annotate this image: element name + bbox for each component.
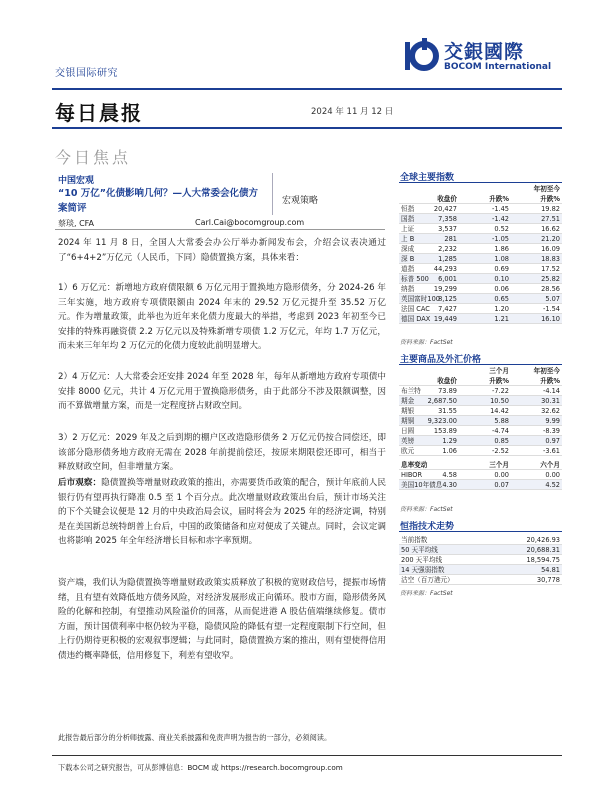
commodity-row (399, 396, 562, 406)
index-change: 0.06 (494, 285, 509, 293)
index-change: 1.86 (494, 245, 509, 253)
index-ytd: 16.62 (541, 225, 560, 233)
tech-indicator-value: 30,778 (536, 576, 560, 584)
section-heading: 今日焦点 (55, 148, 132, 167)
index-row (399, 254, 562, 264)
commodity-ytd: 0.97 (545, 437, 560, 445)
rate-name: 美国10年债息 (401, 481, 443, 489)
index-row (399, 244, 562, 254)
commodity-close: 1.29 (442, 437, 457, 445)
indices-col-ytd-top: 年初至今 (533, 185, 560, 193)
paragraph-4-body: 隐债置换等增量财政政策的推出，亦需要货币政策的配合，预计年底前人民银行仍有望再执行降准 0.5 至 1 个百分点。此次增量财政政策出台后，预计市场关注的下个关键会议便是 12 月的中央政治局会议，届时将会为 2025 年的经济定调，特别是在美国新总统特朗普上台后，中国的政策储备和应对便成了关键点。同时，会议定调也将影响 2025 年全年经济增长目标和赤字率预期。 (58, 478, 386, 546)
brand-subtitle: 交银国际研究 (55, 68, 118, 79)
tech-indicator-name: 沽空（百万港元） (401, 576, 454, 584)
index-name: 标普 500 (401, 275, 429, 283)
indices-col-ytd: 升跌% (540, 195, 560, 203)
index-ytd: 17.52 (541, 265, 560, 273)
commodity-close: 153.89 (433, 427, 457, 435)
index-name: 德国 DAX (401, 315, 431, 323)
indices-source: 资料来源：FactSet (400, 339, 453, 346)
commodity-name: 期铜 (401, 417, 415, 425)
tech-heading: 恒指技术走势 (399, 519, 562, 532)
index-close: 20,427 (433, 205, 457, 213)
commodity-name: 英镑 (401, 437, 415, 445)
index-name: 法国 CAC (401, 305, 430, 313)
index-close: 3,537 (438, 225, 457, 233)
tech-indicator-name: 50 天平均线 (401, 546, 438, 554)
commodity-row (399, 386, 562, 396)
index-change: 1.08 (494, 255, 509, 263)
index-change: 1.20 (494, 305, 509, 313)
rate-row (399, 470, 562, 480)
article-tag: 宏观策略 (282, 196, 319, 206)
commodity-ytd: 9.99 (545, 417, 560, 425)
index-name: 上证 (401, 225, 415, 233)
tech-indicator-value: 20,688.31 (526, 546, 560, 554)
index-close: 19,449 (433, 315, 457, 323)
commodity-name: 欧元 (401, 447, 415, 455)
index-change: -1.05 (491, 235, 509, 243)
index-ytd: 21.20 (541, 235, 560, 243)
commodities-col-3m: 升跌% (489, 377, 509, 385)
index-close: 1,285 (438, 255, 457, 263)
report-date: 2024 年 11 月 12 日 (311, 107, 394, 117)
tech-indicator-value: 54.81 (541, 566, 560, 574)
commodity-name: 布兰特 (401, 387, 421, 395)
commodity-ytd: -8.39 (542, 427, 560, 435)
paragraph-4-lead: 后市观察： (58, 478, 102, 488)
index-row (399, 284, 562, 294)
indices-col-chg: 升跌% (489, 195, 509, 203)
rates-col-6m: 六个月 (540, 461, 560, 469)
index-ytd: 27.51 (541, 215, 560, 223)
index-name: 纳指 (401, 285, 415, 293)
index-change: 0.65 (494, 295, 509, 303)
tech-row (399, 565, 562, 575)
index-name: 英国富时100 (401, 295, 440, 303)
commodities-col-ytd: 升跌% (540, 377, 560, 385)
index-close: 19,299 (433, 285, 457, 293)
commodity-name: 日圆 (401, 427, 415, 435)
index-name: 道指 (401, 265, 415, 273)
commodity-name: 期银 (401, 407, 415, 415)
tech-indicator-name: 当前指数 (401, 536, 428, 544)
index-close: 44,293 (433, 265, 457, 273)
rate-name: HIBOR (401, 471, 423, 479)
commodity-row (399, 436, 562, 446)
rate-change-3m: 0.00 (494, 471, 509, 479)
article-paragraph-5: 资产端，我们认为隐债置换等增量财政政策实质释放了积极的宽财政信号，提振市场情绪，且有望有效降低地方债务风险，对经济发展形成正向循环。股市方面，隐形债务风险的化解和控制，有望推动风险溢价的回落，从而促进港 A 股估值端继续修复。债市方面，预计国债利率中枢仍较为平稳，隐债风险的降低有望一定程度限制下行空间，但上行仍期待更积极的宏观叙事逻辑；与此同时，隐债置换方案的推出，则有望使得信用债违约概率降低，信用修复下，利差有望收窄。 (58, 578, 386, 661)
tech-row (399, 535, 562, 545)
page-title: 每日晨报 (55, 101, 143, 125)
footer-rule (52, 755, 562, 756)
tech-row (399, 575, 562, 585)
footer-download[interactable]: 下载本公司之研究报告，可从彭博信息：BOCM 或 https://research.bocomgroup.com (58, 763, 343, 772)
commodity-name: 期金 (401, 397, 415, 405)
tech-source: 资料来源：FactSet (400, 590, 453, 597)
tech-indicator-value: 18,594.75 (526, 556, 560, 564)
indices-header (399, 194, 562, 204)
article-paragraph-2: 2）4 万亿元：人大常委会还安排 2024 年至 2028 年，每年从新增地方政府专项债中安排 8000 亿元，共计 4 万亿元用于置换隐形债务，由于此部分不涉及限额调整，因而不算做增量方案，而是一定程度挤占财政空间。 (58, 372, 386, 411)
tech-indicator-name: 14 天强弱指数 (401, 566, 445, 574)
index-ytd: 19.82 (541, 205, 560, 213)
index-ytd: -1.54 (542, 305, 560, 313)
index-row (399, 264, 562, 274)
index-row (399, 304, 562, 314)
header-rule (52, 88, 562, 90)
bocom-logo-icon (403, 36, 441, 74)
rate-close: 4.30 (442, 481, 457, 489)
commodity-change-3m: 14.42 (490, 407, 509, 415)
commodity-close: 1.06 (442, 447, 457, 455)
index-change: 0.10 (494, 275, 509, 283)
commodities-header (399, 376, 562, 386)
article-divider (272, 173, 273, 215)
commodity-change-3m: -7.22 (491, 387, 509, 395)
commodity-change-3m: 10.50 (490, 397, 509, 405)
commodities-col-close: 收盘价 (437, 377, 457, 385)
index-row (399, 314, 562, 324)
index-row (399, 214, 562, 224)
commodity-ytd: -4.14 (542, 387, 560, 395)
commodity-close: 31.55 (438, 407, 457, 415)
rate-change-6m: 4.52 (545, 481, 560, 489)
article-category: 中国宏观 (58, 176, 95, 186)
tech-row (399, 555, 562, 565)
rate-change-6m: 0.00 (545, 471, 560, 479)
title-rule (52, 127, 562, 129)
index-row (399, 224, 562, 234)
rate-change-3m: 0.07 (494, 481, 509, 489)
index-close: 8,125 (438, 295, 457, 303)
rates-header (399, 460, 562, 470)
rate-row (399, 480, 562, 490)
commodity-ytd: 30.31 (541, 397, 560, 405)
commodity-close: 9,323.00 (427, 417, 457, 425)
author-email[interactable]: Carl.Cai@bocomgroup.com (195, 218, 305, 227)
indices-heading: 全球主要指数 (399, 170, 562, 183)
index-row (399, 234, 562, 244)
index-name: 国指 (401, 215, 415, 223)
index-row (399, 204, 562, 214)
author-name: 蔡琰, CFA (58, 219, 95, 228)
commodity-row (399, 406, 562, 416)
logo-english-name: BOCOM International (444, 62, 552, 72)
rates-col-name: 息率变动 (401, 461, 428, 469)
index-change: -1.45 (491, 205, 509, 213)
index-close: 7,358 (438, 215, 457, 223)
rate-close: 4.58 (442, 471, 457, 479)
commodities-col-ytd-top: 年初至今 (533, 367, 560, 375)
commodities-col-3m-top: 三个月 (489, 367, 509, 375)
commodity-close: 73.89 (438, 387, 457, 395)
index-name: 深成 (401, 245, 415, 253)
indices-col-close: 收盘价 (437, 195, 457, 203)
commodity-change-3m: -4.74 (491, 427, 509, 435)
commodities-heading: 主要商品及外汇价格 (399, 352, 562, 365)
commodity-ytd: 32.62 (541, 407, 560, 415)
index-close: 6,001 (438, 275, 457, 283)
article-paragraph-4 (58, 476, 386, 549)
tech-indicator-value: 20,426.93 (526, 536, 560, 544)
index-name: 上 B (401, 235, 415, 243)
commodity-close: 2,687.50 (427, 397, 457, 405)
indices-table (399, 185, 562, 324)
index-ytd: 16.10 (541, 315, 560, 323)
rates-col-3m: 三个月 (489, 461, 509, 469)
index-ytd: 28.56 (541, 285, 560, 293)
article-intro: 2024 年 11 月 8 日，全国人大常委会办公厅举办新闻发布会，介绍会议表决通过了“6+4+2”万亿元（人民币，下同）隐债置换方案，具体来看： (58, 238, 386, 263)
commodity-row (399, 446, 562, 456)
tech-indicator-name: 200 天平均线 (401, 556, 443, 564)
index-ytd: 25.82 (541, 275, 560, 283)
commodity-change-3m: 0.85 (494, 437, 509, 445)
article-title: “10 万亿”化债影响几何？—人大常委会化债方案简评 (58, 188, 259, 214)
indices-header-top (399, 185, 562, 194)
commodities-header-top (399, 367, 562, 376)
index-change: -1.42 (491, 215, 509, 223)
commodities-table (399, 367, 562, 490)
tech-row (399, 545, 562, 555)
commodity-ytd: -3.61 (542, 447, 560, 455)
index-ytd: 16.09 (541, 245, 560, 253)
index-row (399, 294, 562, 304)
index-close: 281 (444, 235, 457, 243)
index-change: 1.21 (494, 315, 509, 323)
footer-disclaimer: 此报告最后部分的分析师披露、商业关系披露和免责声明为报告的一部分，必须阅读。 (58, 733, 332, 742)
index-name: 恒指 (401, 205, 415, 213)
article-paragraph-1: 1）6 万亿元：新增地方政府债限额 6 万亿元用于置换地方隐形债务，分 2024-26 年三年实施，地方政府专项债限额由 2024 年末的 29.52 万亿元提升至 35.52 万亿元。作为增量政策，此举也为近年来化债力度最大的举措，考虑到 2023 年初至今已安排的特殊再融资债 2.2 万亿元以及特殊新增专项债 1.2 万亿元，年均 1.7 万亿元，而未来三年年均 2 万亿元的化债力度较此前明显增大。 (58, 283, 386, 351)
commodity-row (399, 416, 562, 426)
commodity-change-3m: 5.88 (494, 417, 509, 425)
index-ytd: 18.83 (541, 255, 560, 263)
index-change: 0.69 (494, 265, 509, 273)
commodity-row (399, 426, 562, 436)
logo-chinese-name: 交銀國際 (444, 41, 525, 63)
article-paragraph-3: 3）2 万亿元：2029 年及之后到期的棚户区改造隐形债务 2 万亿元仍按合同偿还，即该部分隐形债务地方政府无需在 2028 年前提前偿还，按原来期限偿还即可，相当于释放财政空间，但非增量方案。 (58, 433, 386, 472)
index-name: 深 B (401, 255, 415, 263)
tech-table (399, 535, 562, 585)
commodities-source: 资料来源：FactSet (400, 506, 453, 513)
index-close: 7,427 (438, 305, 457, 313)
index-close: 2,232 (438, 245, 457, 253)
commodity-change-3m: -2.52 (491, 447, 509, 455)
index-ytd: 5.07 (545, 295, 560, 303)
index-change: 0.52 (494, 225, 509, 233)
index-row (399, 274, 562, 284)
